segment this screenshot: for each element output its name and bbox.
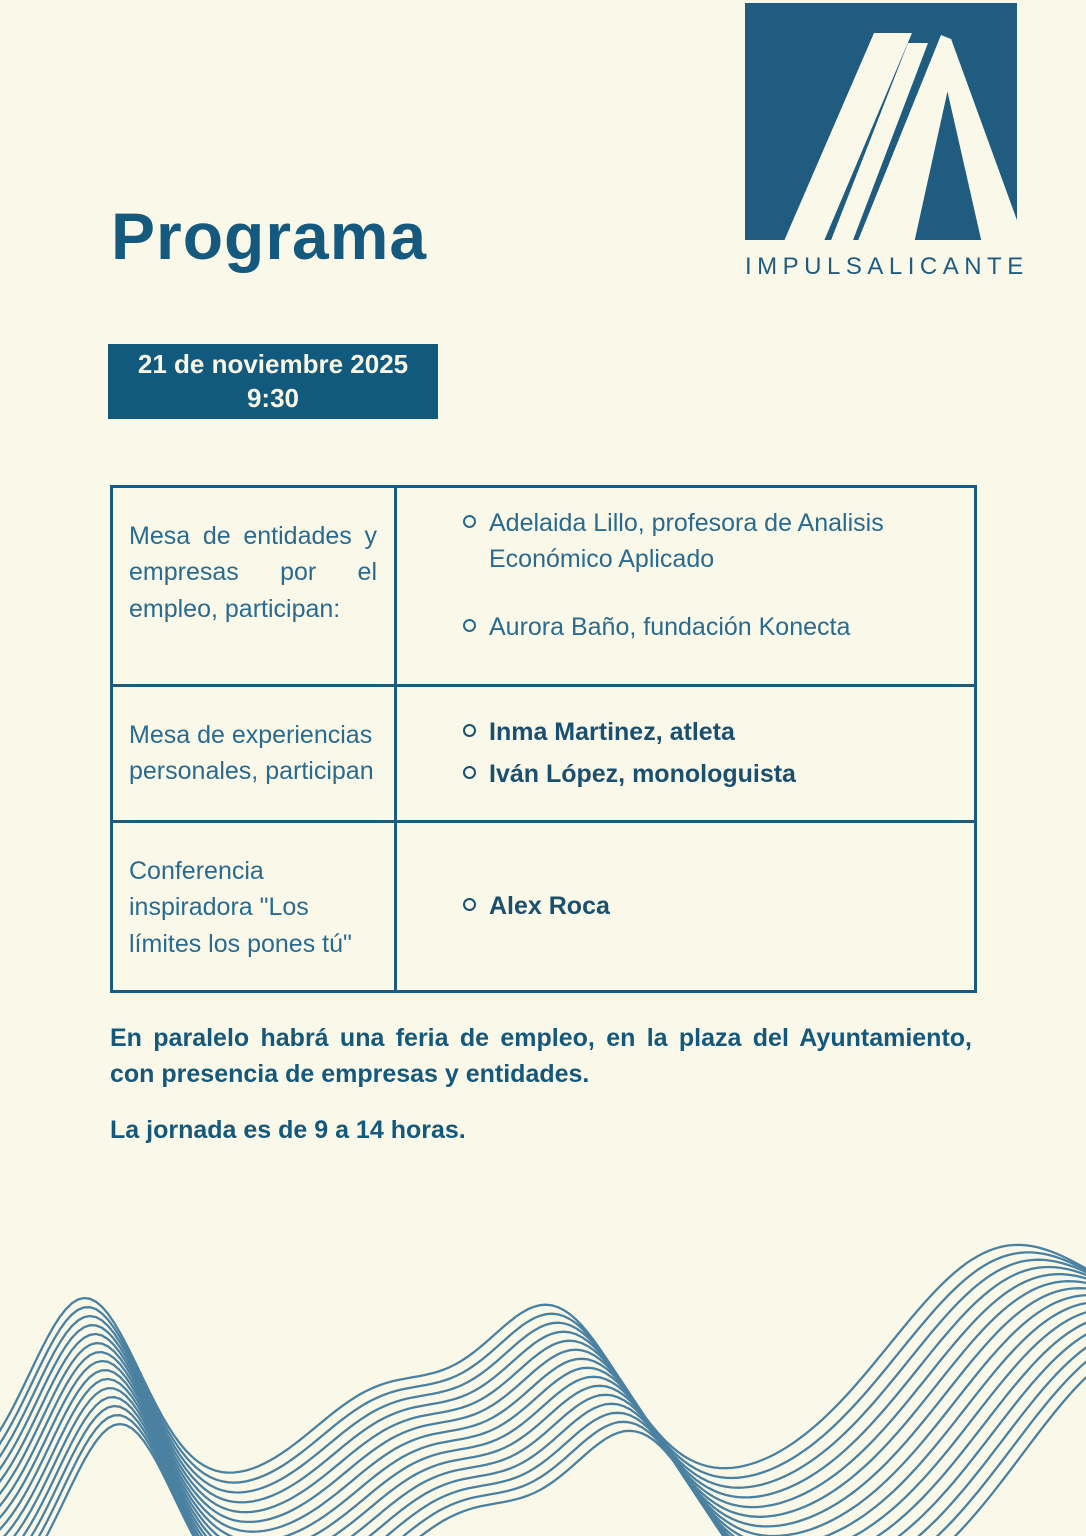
speaker-cell	[397, 823, 974, 990]
speaker-cell	[397, 687, 974, 823]
speaker-text: Adelaida Lillo, profesora de Analisis Económico Aplicado	[489, 509, 884, 573]
speaker-list	[397, 687, 974, 820]
page-title: Programa	[111, 199, 428, 273]
speaker-text: Alex Roca	[489, 891, 610, 920]
speaker-text: Aurora Baño, fundación Konecta	[489, 613, 851, 641]
speaker-item	[463, 757, 946, 793]
bullet-circle-icon	[463, 766, 476, 779]
event-time: 9:30	[246, 382, 300, 413]
note-parallel-fair: En paralelo habrá una feria de empleo, en la plaza del Ayuntamiento, con presencia de empresas y entidades.	[110, 1024, 972, 1089]
speaker-list	[397, 488, 974, 646]
speaker-list	[397, 823, 974, 990]
impulsalicante-logo	[745, 3, 1029, 281]
session-label	[113, 823, 397, 990]
speaker-item	[463, 610, 946, 646]
speaker-cell	[397, 488, 974, 687]
session-label	[113, 687, 397, 823]
wave-decoration	[0, 1156, 1086, 1536]
speaker-text: Iván López, monologuista	[489, 760, 796, 788]
date-banner	[108, 344, 438, 419]
session-label-text: Mesa de experiencias personales, participan	[129, 721, 374, 786]
impulsalicante-mark-icon	[745, 3, 1021, 243]
session-label-text: Mesa de entidades y empresas por el empleo, participan:	[129, 522, 377, 623]
note-schedule: La jornada es de 9 a 14 horas.	[110, 1116, 466, 1144]
bullet-circle-icon	[463, 515, 476, 528]
session-label-text: Conferencia inspiradora "Los límites los pones tú"	[129, 857, 352, 958]
speaker-item	[463, 889, 946, 925]
speaker-item	[463, 506, 946, 577]
bullet-circle-icon	[463, 619, 476, 632]
speaker-item	[463, 715, 946, 751]
event-date: 21 de noviembre 2025	[137, 348, 409, 379]
bullet-circle-icon	[463, 898, 476, 911]
speaker-text: Inma Martinez, atleta	[489, 717, 735, 746]
bullet-circle-icon	[463, 724, 476, 737]
logo-wordmark: IMPULSALICANTE	[745, 253, 1029, 280]
session-label	[113, 488, 397, 687]
wave-line	[0, 1281, 1086, 1522]
program-table	[110, 485, 977, 993]
